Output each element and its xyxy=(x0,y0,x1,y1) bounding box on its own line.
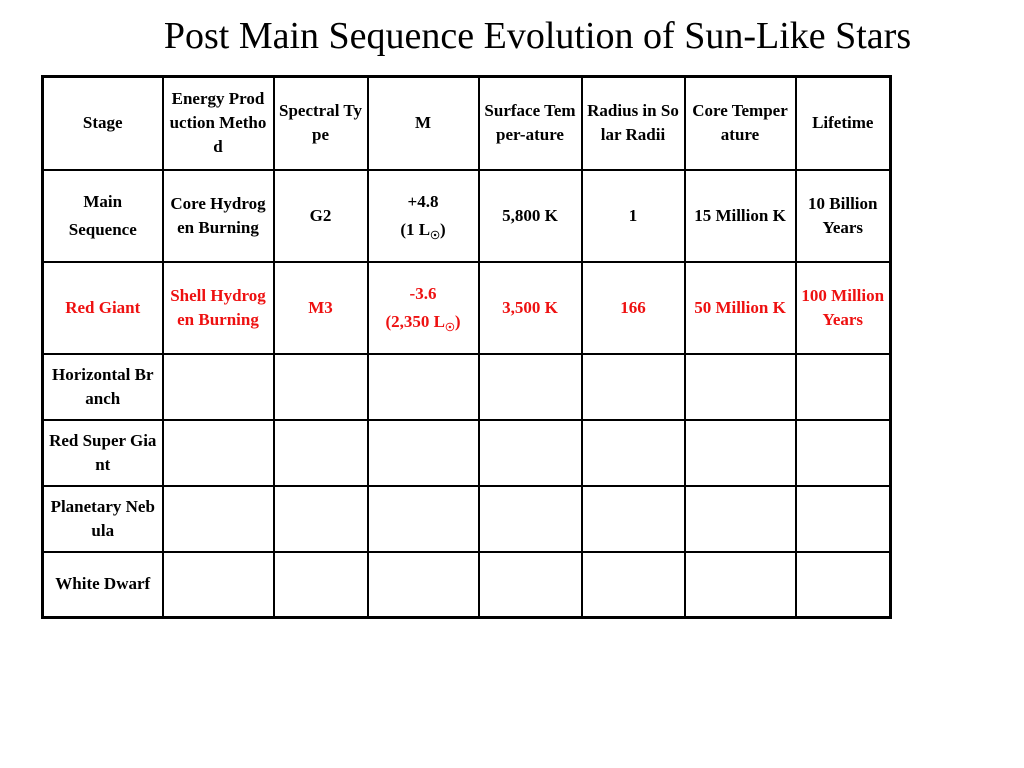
empty-cell xyxy=(582,486,685,552)
empty-cell xyxy=(479,420,582,486)
empty-cell xyxy=(685,486,796,552)
empty-cell xyxy=(368,552,479,618)
empty-cell xyxy=(274,420,368,486)
core-temp-cell: 15 Million K xyxy=(685,170,796,262)
luminosity-value xyxy=(373,216,474,244)
header-energy-production-method: Energy Production Method xyxy=(163,77,274,170)
table-row-white-dwarf xyxy=(43,552,891,618)
table-row-main-sequence xyxy=(43,170,891,262)
stage-cell xyxy=(43,170,163,262)
surface-temp-cell: 3,500 K xyxy=(479,262,582,354)
luminosity-suffix: ) xyxy=(439,219,446,239)
empty-cell xyxy=(582,420,685,486)
empty-cell xyxy=(479,486,582,552)
table-row-planetary-nebula xyxy=(43,486,891,552)
page-title: Post Main Sequence Evolution of Sun-Like Stars xyxy=(163,15,912,57)
empty-cell xyxy=(479,354,582,420)
empty-cell xyxy=(163,486,274,552)
magnitude-cell xyxy=(368,170,479,262)
magnitude-cell xyxy=(368,262,479,354)
empty-cell xyxy=(685,420,796,486)
empty-cell xyxy=(685,552,796,618)
stage-cell: Red Super Giant xyxy=(43,420,163,486)
empty-cell xyxy=(796,552,891,618)
empty-cell xyxy=(274,552,368,618)
empty-cell xyxy=(479,552,582,618)
empty-cell xyxy=(274,486,368,552)
luminosity-value xyxy=(373,308,474,336)
surface-temp-cell: 5,800 K xyxy=(479,170,582,262)
header-stage: Stage xyxy=(43,77,163,170)
magnitude-value: -3.6 xyxy=(409,283,437,303)
luminosity-prefix: (1 L xyxy=(400,219,431,239)
luminosity-prefix: (2,350 L xyxy=(385,311,445,331)
empty-cell xyxy=(274,354,368,420)
empty-cell xyxy=(796,420,891,486)
stage-line-2: Sequence xyxy=(68,219,137,239)
sun-symbol-icon: ☉ xyxy=(430,229,440,242)
spectral-cell: G2 xyxy=(274,170,368,262)
magnitude-value: +4.8 xyxy=(407,191,439,211)
energy-cell: Shell Hydrogen Burning xyxy=(163,262,274,354)
header-row xyxy=(43,77,891,170)
core-temp-cell: 50 Million K xyxy=(685,262,796,354)
empty-cell xyxy=(582,354,685,420)
stage-cell: Planetary Nebula xyxy=(43,486,163,552)
header-core-temperature: Core Temperature xyxy=(685,77,796,170)
lifetime-cell: 10 Billion Years xyxy=(796,170,891,262)
header-absolute-magnitude: M xyxy=(368,77,479,170)
table-row-red-giant xyxy=(43,262,891,354)
header-surface-temperature: Surface Temper-ature xyxy=(479,77,582,170)
stage-cell: White Dwarf xyxy=(43,552,163,618)
energy-cell: Core Hydrogen Burning xyxy=(163,170,274,262)
header-spectral-type: Spectral Type xyxy=(274,77,368,170)
empty-cell xyxy=(163,552,274,618)
stage-cell: Red Giant xyxy=(43,262,163,354)
sun-symbol-icon: ☉ xyxy=(444,321,455,334)
empty-cell xyxy=(796,486,891,552)
radius-cell: 1 xyxy=(582,170,685,262)
empty-cell xyxy=(163,354,274,420)
empty-cell xyxy=(368,486,479,552)
header-radius: Radius in Solar Radii xyxy=(582,77,685,170)
luminosity-suffix: ) xyxy=(454,311,461,331)
stellar-evolution-table xyxy=(41,75,892,619)
empty-cell xyxy=(685,354,796,420)
table-row-red-super-giant xyxy=(43,420,891,486)
empty-cell xyxy=(368,420,479,486)
empty-cell xyxy=(163,420,274,486)
stage-cell: Horizontal Branch xyxy=(43,354,163,420)
spectral-cell: M3 xyxy=(274,262,368,354)
header-lifetime: Lifetime xyxy=(796,77,891,170)
table-row-horizontal-branch xyxy=(43,354,891,420)
stage-line-1: Main xyxy=(83,191,123,211)
empty-cell xyxy=(368,354,479,420)
lifetime-cell: 100 Million Years xyxy=(796,262,891,354)
empty-cell xyxy=(582,552,685,618)
empty-cell xyxy=(796,354,891,420)
radius-cell: 166 xyxy=(582,262,685,354)
